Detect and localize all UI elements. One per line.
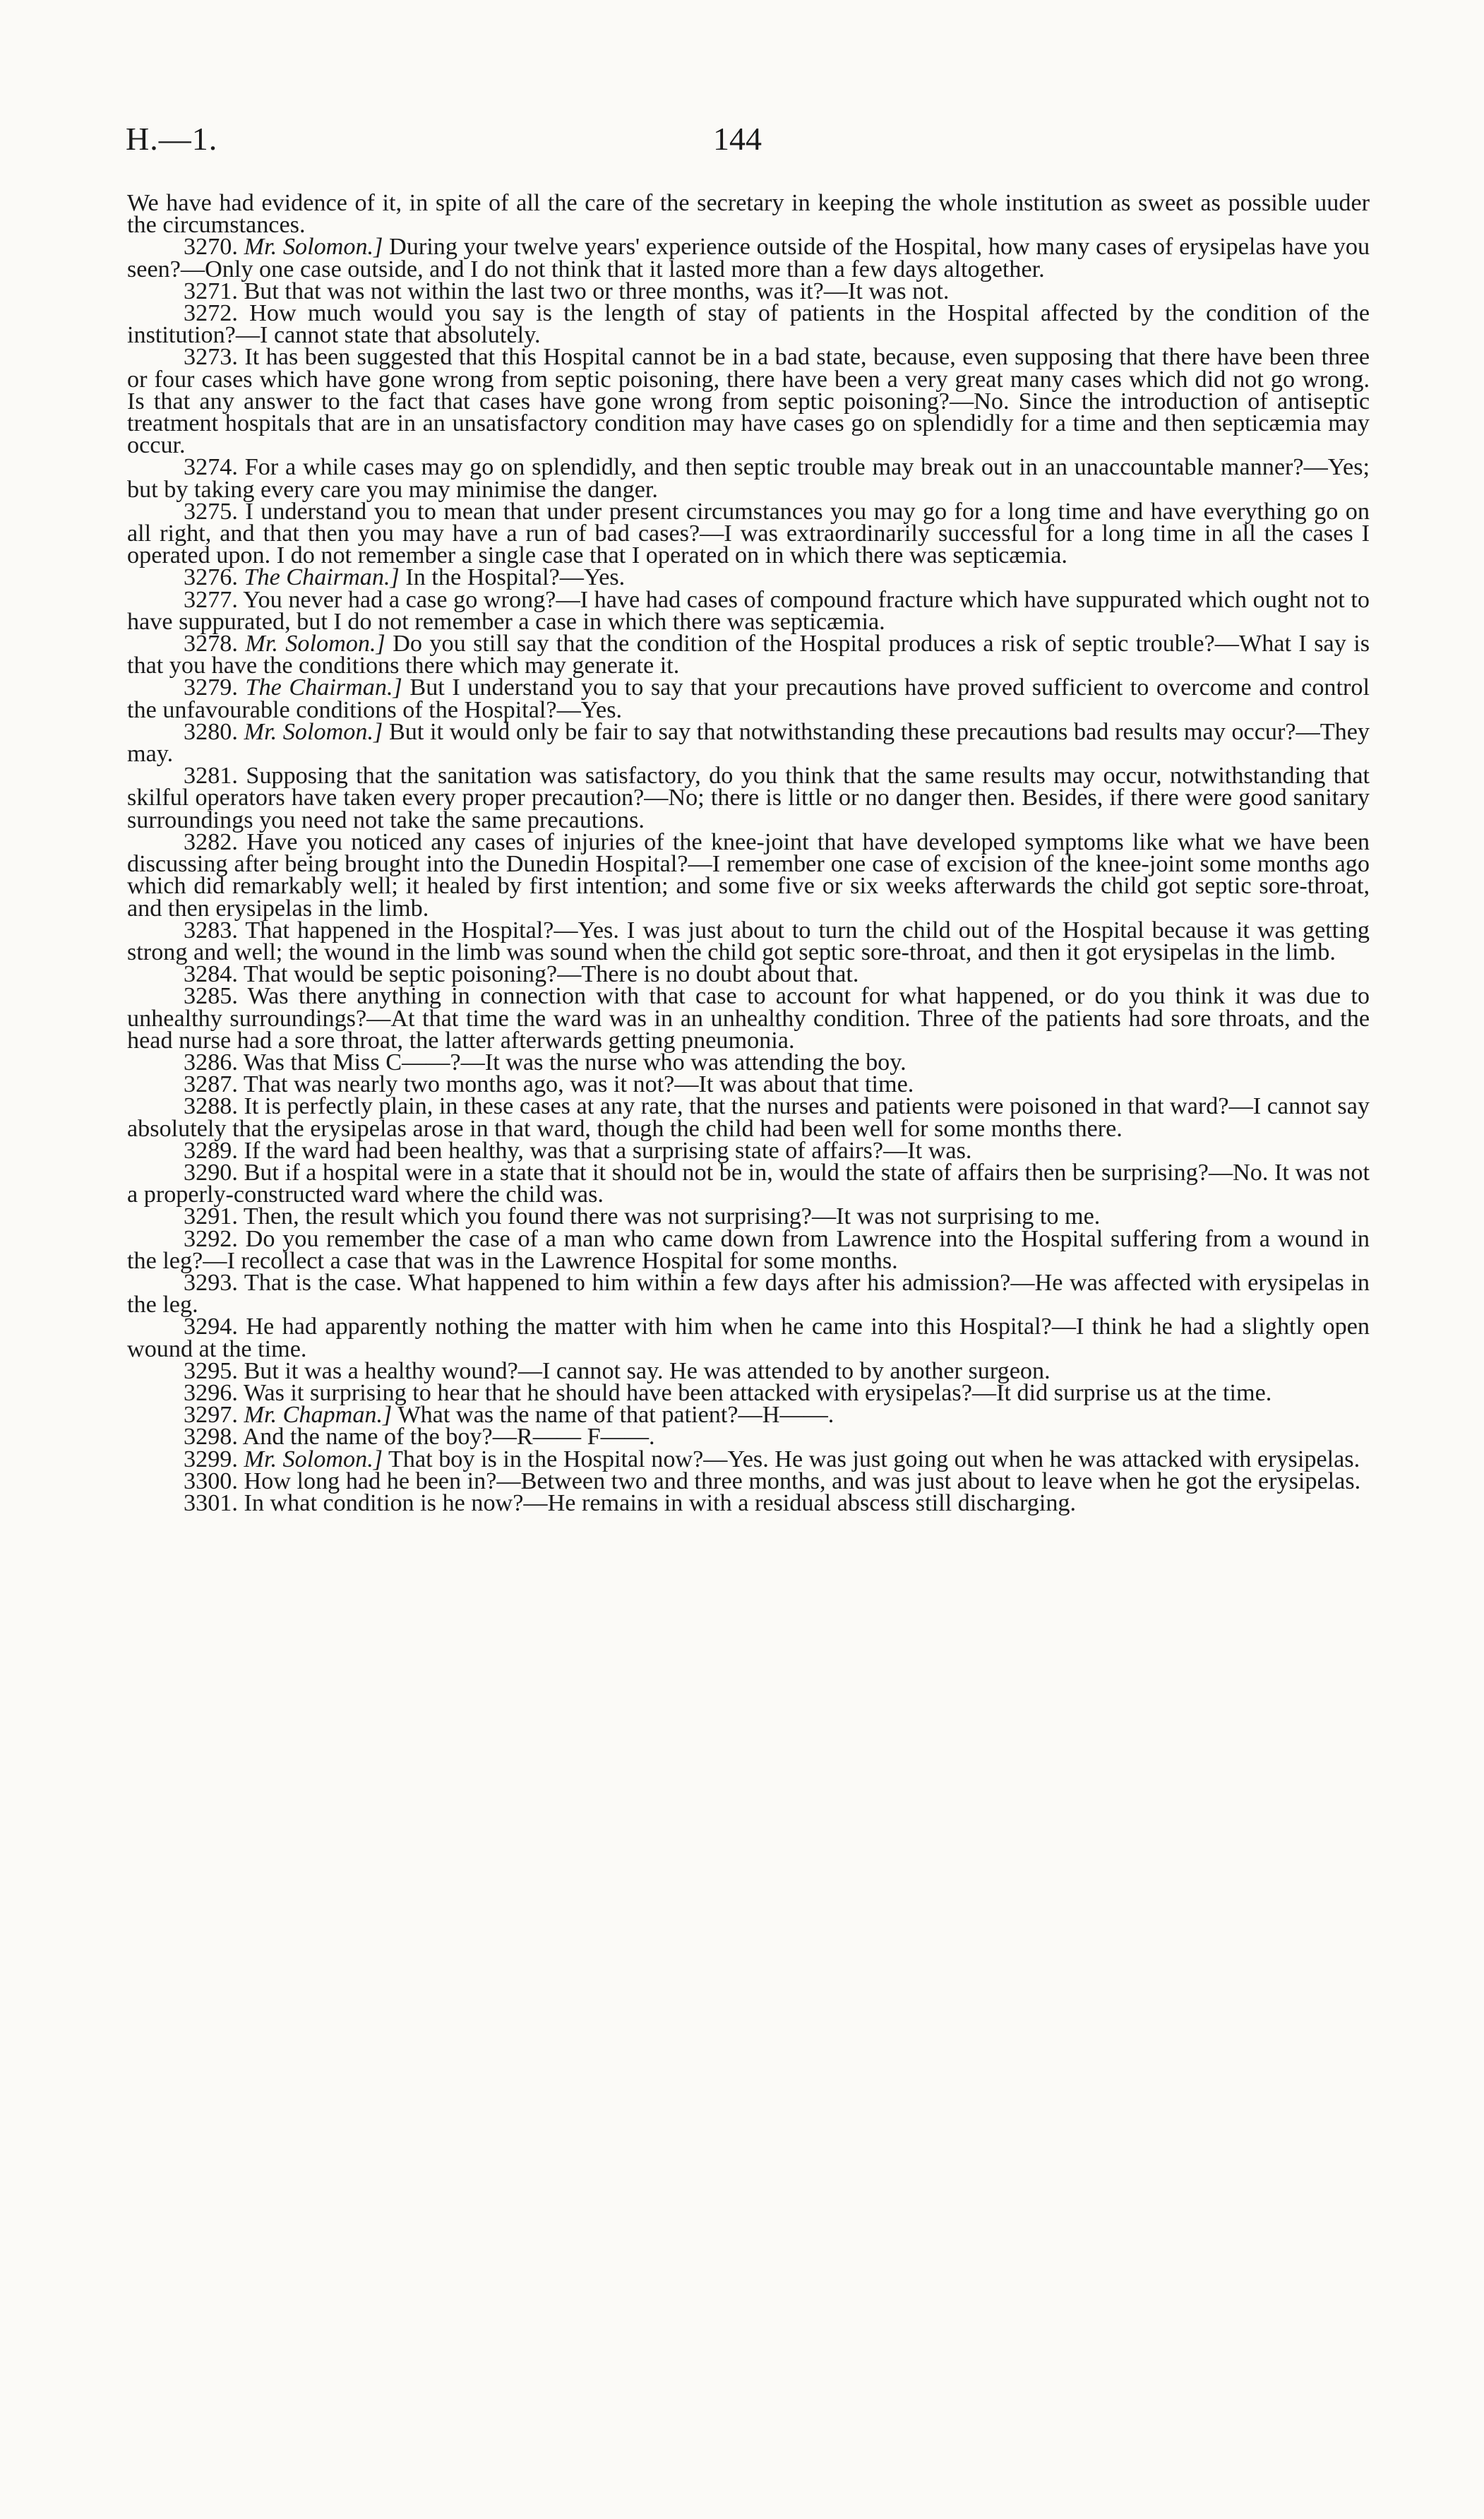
question-number: 3275.	[184, 498, 238, 525]
speaker-label: Mr. Solomon.]	[244, 718, 383, 745]
question-paragraph	[127, 586, 1370, 635]
question-number: 3285.	[184, 983, 238, 1010]
question-paragraph	[127, 1203, 1370, 1230]
paragraph-text: But it would only be fair to say that notwithstanding these precautions bad results may occur?—They may.	[127, 718, 1370, 768]
speaker-label: The Chairman.]	[244, 564, 400, 591]
question-number: 3278.	[184, 631, 238, 657]
question-paragraph	[127, 1159, 1370, 1208]
question-number: 3281.	[184, 763, 238, 790]
question-paragraph	[127, 1225, 1370, 1274]
paragraph-text: If the ward had been healthy, was that a surprising state of affairs?—It was.	[244, 1137, 972, 1164]
question-number: 3272.	[184, 300, 238, 327]
question-number: 3279.	[184, 674, 238, 701]
paragraph-text: In what condition is he now?—He remains in with a residual abscess still discharging.	[244, 1489, 1077, 1516]
question-number: 3270.	[184, 234, 238, 261]
speaker-label: The Chairman.]	[245, 674, 402, 701]
paragraph-text: How long had he been in?—Between two and three months, and was just about to leave when he got the erysipelas.	[244, 1467, 1361, 1494]
paragraph-text: He had apparently nothing the matter with him when he came into this Hospital?—I think he had a slightly open wound at the time.	[127, 1314, 1370, 1362]
paragraph-text: Was that Miss C——?—It was the nurse who was attending the boy.	[243, 1049, 906, 1076]
question-paragraph	[127, 1467, 1370, 1494]
paragraph-text: But that was not within the last two or three months, was it?—It was not.	[244, 278, 950, 304]
question-number: 3277.	[184, 586, 238, 613]
question-number: 3283.	[184, 917, 238, 943]
paragraph-text: That was nearly two months ago, was it not?—It was about that time.	[243, 1071, 914, 1098]
paragraph-text: But if a hospital were in a state that it should not be in, would the state of affairs then be surprising?—No. It was not a properly-constructed ward where the child was.	[127, 1159, 1370, 1208]
question-paragraph	[127, 564, 1370, 591]
paragraph-text: I understand you to mean that under present circumstances you may go for a long time and have everything go on all right, and that then you may have a run of bad cases?—I was extraordinarily successful for a long time in all the cases I operated upon. I do not remember a single case that I operated on in which there was septicæmia.	[127, 498, 1370, 569]
question-paragraph	[127, 828, 1370, 922]
question-paragraph	[127, 633, 1370, 677]
question-number: 3301.	[184, 1489, 238, 1516]
question-number: 3290.	[184, 1159, 238, 1186]
question-paragraph	[127, 1357, 1370, 1384]
question-paragraph	[127, 985, 1370, 1052]
question-paragraph	[127, 919, 1370, 963]
paragraph-text: Was there anything in connection with that case to account for what happened, or do you think it was due to unhealthy surroundings?—At that time the ward was in an unhealthy condition. Three of the patients had sore throats, and the head nurse had a sore throat, the latter afterwards getting pneumonia.	[127, 983, 1370, 1054]
question-paragraph	[127, 498, 1370, 569]
paragraph-text: How much would you say is the length of stay of patients in the Hospital affected by the condition of the institution?—I cannot state that absolutely.	[127, 300, 1370, 349]
paragraph-text: What was the name of that patient?—H——.	[397, 1402, 834, 1429]
paragraph-text: That happened in the Hospital?—Yes. I was just about to turn the child out of the Hospital because it was getting strong and well; the wound in the limb was sound when the child got septic sore-throat, and then it got erysipelas in the limb.	[127, 917, 1370, 965]
question-number: 3276.	[184, 564, 238, 591]
question-number: 3288.	[184, 1093, 238, 1120]
question-paragraph	[127, 344, 1370, 459]
question-number: 3295.	[184, 1357, 238, 1384]
paragraph-text: Was it surprising to hear that he should have been attacked with erysipelas?—It did surprise us at the time.	[243, 1379, 1272, 1406]
question-paragraph	[127, 674, 1370, 723]
paragraph-text: Do you remember the case of a man who came down from Lawrence into the Hospital suffering from a wound in the leg?—I recollect a case that was in the Lawrence Hospital for some months.	[127, 1225, 1370, 1274]
question-number: 3299.	[184, 1446, 238, 1472]
question-number: 3282.	[184, 828, 238, 855]
paragraph-text: Then, the result which you found there was not surprising?—It was not surprising to me.	[243, 1203, 1101, 1230]
paragraph-text: That boy is in the Hospital now?—Yes. He was just going out when he was attacked with erysipelas.	[388, 1446, 1360, 1472]
question-paragraph	[127, 1137, 1370, 1164]
continuation-paragraph	[127, 190, 1370, 239]
question-number: 3274.	[184, 454, 238, 481]
question-paragraph	[127, 1489, 1370, 1516]
paragraph-text: Do you still say that the condition of the Hospital produces a risk of septic trouble?—What I say is that you have the conditions there which may generate it.	[127, 631, 1370, 679]
question-number: 3292.	[184, 1225, 238, 1252]
question-paragraph	[127, 1071, 1370, 1098]
question-number: 3280.	[184, 718, 238, 745]
question-number: 3300.	[184, 1467, 238, 1494]
paragraph-text: It is perfectly plain, in these cases at any rate, that the nurses and patients were poisoned in that ward?—I cannot say absolutely that the erysipelas arose in that ward, though the child had been well for some months there.	[127, 1093, 1370, 1142]
question-number: 3271.	[184, 278, 238, 304]
paragraph-text: And the name of the boy?—R—— F——.	[242, 1424, 655, 1451]
question-paragraph	[127, 1269, 1370, 1318]
question-number: 3298.	[184, 1424, 238, 1451]
question-paragraph	[127, 236, 1370, 280]
paper-reference: H.—1.	[126, 121, 218, 157]
paragraph-text: For a while cases may go on splendidly, and then septic trouble may break out in an unaccountable manner?—Yes; but by taking every care you may minimise the danger.	[127, 454, 1370, 503]
paragraph-text: It has been suggested that this Hospital cannot be in a bad state, because, even supposing that there have been three or four cases which have gone wrong from septic poisoning, there have been a very great many cases which did not go wrong. Is that any answer to the fact that cases have gone wrong from septic poisoning?—No. Since the introduction of antiseptic treatment hospitals that are in an unsatisfactory condition may have cases go on splendidly for a time and then septicæmia may occur.	[127, 344, 1370, 459]
paragraph-text: You never had a case go wrong?—I have had cases of compound fracture which have suppurated which ought not to have suppurated, but I do not remember a case in which there was septicæmia.	[127, 586, 1370, 635]
question-number: 3273.	[184, 344, 238, 371]
question-paragraph	[127, 1402, 1370, 1429]
question-paragraph	[127, 961, 1370, 988]
speaker-label: Mr. Solomon.]	[244, 1446, 383, 1472]
question-number: 3294.	[184, 1314, 238, 1340]
paragraph-text: During your twelve years' experience outside of the Hospital, how many cases of erysipelas have you seen?—Only one case outside, and I do not think that it lasted more than a few days altogether.	[127, 234, 1370, 282]
question-number: 3297.	[184, 1402, 238, 1429]
question-paragraph	[127, 1049, 1370, 1076]
question-number: 3296.	[184, 1379, 238, 1406]
paragraph-text: Have you noticed any cases of injuries of the knee-joint that have developed symptoms like what we have been discussing after being brought into the Dunedin Hospital?—I remember one case of excision of the knee-joint some months ago which did remarkably well; it healed by first intention; and some five or six weeks afterwards the child got septic sore-throat, and then erysipelas in the limb.	[127, 828, 1370, 922]
question-paragraph	[127, 1424, 1370, 1451]
paragraph-text: We have had evidence of it, in spite of all the care of the secretary in keeping the whole institution as sweet as possible uuder the circumstances.	[127, 190, 1370, 239]
page-header	[0, 120, 1484, 162]
question-paragraph	[127, 765, 1370, 831]
question-paragraph	[127, 1093, 1370, 1142]
question-paragraph	[127, 1379, 1370, 1406]
speaker-label: Mr. Solomon.]	[245, 631, 385, 657]
question-number: 3293.	[184, 1269, 238, 1296]
question-number: 3287.	[184, 1071, 238, 1098]
question-paragraph	[127, 280, 1370, 302]
question-number: 3284.	[184, 961, 238, 988]
evidence-text	[127, 192, 1370, 1514]
paragraph-text: But I understand you to say that your precautions have proved sufficient to overcome and control the unfavourable conditions of the Hospital?—Yes.	[127, 674, 1370, 723]
paragraph-text: Supposing that the sanitation was satisfactory, do you think that the same results may occur, notwithstanding that skilful operators have taken every proper precaution?—No; there is little or no danger then. Besides, if there were good sanitary surroundings you need not take the same precautions.	[127, 763, 1370, 833]
question-paragraph	[127, 300, 1370, 349]
paragraph-text: In the Hospital?—Yes.	[405, 564, 626, 591]
page-number: 144	[713, 121, 762, 157]
paragraph-text: That is the case. What happened to him within a few days after his admission?—He was affected with erysipelas in the leg.	[127, 1269, 1370, 1318]
paragraph-text: But it was a healthy wound?—I cannot say. He was attended to by another surgeon.	[244, 1357, 1051, 1384]
question-paragraph	[127, 454, 1370, 503]
question-paragraph	[127, 1314, 1370, 1362]
paragraph-text: That would be septic poisoning?—There is no doubt about that.	[243, 961, 859, 988]
question-number: 3286.	[184, 1049, 238, 1076]
speaker-label: Mr. Solomon.]	[244, 234, 383, 261]
question-number: 3289.	[184, 1137, 238, 1164]
question-paragraph	[127, 718, 1370, 768]
question-paragraph	[127, 1448, 1370, 1470]
question-number: 3291.	[184, 1203, 238, 1230]
speaker-label: Mr. Chapman.]	[244, 1402, 393, 1429]
